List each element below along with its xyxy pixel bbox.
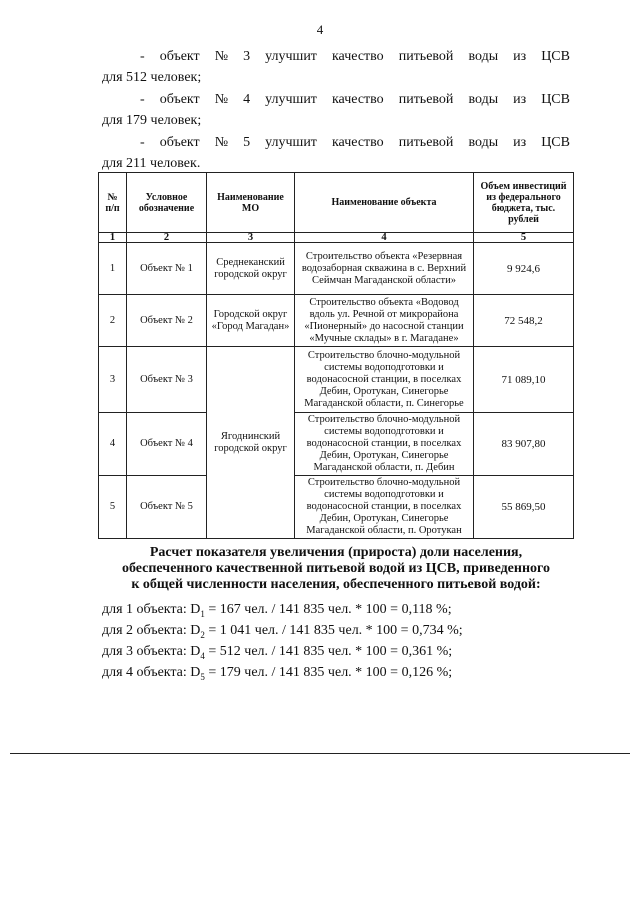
calc-prefix: для 3 объекта: D bbox=[102, 644, 201, 659]
word: 4 bbox=[243, 92, 251, 107]
row-object-name: Строительство блочно-модульной системы водоподготовки и водонасосной станции, в поселках Дебин, Оротукан, Синегорье Магаданской области, п. Оротукан bbox=[295, 476, 474, 539]
bullet-continuation: для 211 человек. bbox=[102, 156, 201, 171]
column-number: 5 bbox=[474, 233, 574, 243]
row-amount: 71 089,10 bbox=[474, 347, 574, 413]
word: 5 bbox=[243, 135, 251, 150]
row-num: 4 bbox=[99, 413, 127, 476]
heading-line: обеспеченного качественной питьевой водой из ЦСВ, приведенного bbox=[121, 561, 551, 576]
column-number: 1 bbox=[99, 233, 127, 243]
word: воды bbox=[468, 92, 499, 107]
calc-subscript: 2 bbox=[200, 629, 205, 640]
table-row bbox=[99, 347, 574, 413]
word: улучшит bbox=[265, 135, 317, 150]
calc-formula: = 1 041 чел. / 141 835 чел. * 100 = 0,734 %; bbox=[204, 623, 463, 638]
table-row bbox=[99, 295, 574, 347]
word: улучшит bbox=[265, 92, 317, 107]
word: качество bbox=[331, 92, 384, 107]
calc-formula: = 512 чел. / 141 835 чел. * 100 = 0,361 %; bbox=[204, 644, 453, 659]
word: из bbox=[513, 49, 527, 64]
word: № bbox=[214, 135, 229, 150]
header-conditional-name: Условное обозначение bbox=[127, 173, 207, 233]
calc-subscript: 4 bbox=[200, 650, 205, 661]
word: воды bbox=[468, 135, 499, 150]
column-number-row bbox=[99, 233, 574, 243]
word: - bbox=[140, 49, 145, 64]
bullet-continuation: для 512 человек; bbox=[102, 70, 202, 85]
calc-line-4 bbox=[102, 664, 452, 686]
header-object-name: Наименование объекта bbox=[295, 173, 474, 233]
row-code: Объект № 3 bbox=[127, 347, 207, 413]
row-num: 3 bbox=[99, 347, 127, 413]
page-number: 4 bbox=[316, 22, 324, 37]
bottom-divider bbox=[10, 753, 630, 754]
column-number: 4 bbox=[295, 233, 474, 243]
calc-prefix: для 1 объекта: D bbox=[102, 602, 201, 617]
table-row bbox=[99, 476, 574, 539]
calc-subscript: 1 bbox=[200, 608, 205, 619]
column-number: 2 bbox=[127, 233, 207, 243]
word: питьевой bbox=[398, 135, 454, 150]
word: качество bbox=[331, 49, 384, 64]
header-mo-name: Наименование МО bbox=[207, 173, 295, 233]
row-num: 1 bbox=[99, 243, 127, 295]
row-object-name: Строительство объекта «Резервная водозаборная скважина в с. Верхний Сеймчан Магаданской области» bbox=[295, 243, 474, 295]
column-number: 3 bbox=[207, 233, 295, 243]
table-row bbox=[99, 243, 574, 295]
row-object-name: Строительство блочно-модульной системы водоподготовки и водонасосной станции, в поселках Дебин, Оротукан, Синегорье Магаданской области, п. Синегорье bbox=[295, 347, 474, 413]
header-num: № п/п bbox=[99, 173, 127, 233]
word: улучшит bbox=[265, 49, 317, 64]
calc-line-2 bbox=[102, 622, 463, 644]
word: № bbox=[214, 49, 229, 64]
table-header-row bbox=[99, 173, 574, 233]
calc-line-3 bbox=[102, 643, 452, 665]
row-code: Объект № 5 bbox=[127, 476, 207, 539]
word: качество bbox=[331, 135, 384, 150]
word: питьевой bbox=[398, 92, 454, 107]
bullet-first-line bbox=[102, 89, 570, 110]
calc-prefix: для 2 объекта: D bbox=[102, 623, 201, 638]
bullet-first-line bbox=[102, 46, 570, 67]
word: воды bbox=[468, 49, 499, 64]
calc-subscript: 5 bbox=[200, 671, 205, 682]
row-code: Объект № 4 bbox=[127, 413, 207, 476]
word: ЦСВ bbox=[541, 92, 570, 107]
row-amount: 55 869,50 bbox=[474, 476, 574, 539]
row-num: 5 bbox=[99, 476, 127, 539]
row-object-name: Строительство блочно-модульной системы водоподготовки и водонасосной станции, в поселках Дебин, Оротукан, Синегорье Магаданской области, п. Дебин bbox=[295, 413, 474, 476]
row-amount: 9 924,6 bbox=[474, 243, 574, 295]
word: - bbox=[140, 135, 145, 150]
row-object-name: Строительство объекта «Водовод вдоль ул. Речной от микрорайона «Пионерный» до насосной станции «Мучные склады» в г. Магадане» bbox=[295, 295, 474, 347]
word: объект bbox=[159, 135, 200, 150]
calc-line-1 bbox=[102, 601, 452, 623]
row-amount: 83 907,80 bbox=[474, 413, 574, 476]
bullet-object-5 bbox=[102, 132, 570, 174]
row-code: Объект № 2 bbox=[127, 295, 207, 347]
calculation-heading bbox=[100, 545, 572, 593]
bullet-object-3 bbox=[102, 46, 570, 88]
row-amount: 72 548,2 bbox=[474, 295, 574, 347]
calc-prefix: для 4 объекта: D bbox=[102, 665, 201, 680]
investment-table bbox=[98, 172, 574, 539]
word: - bbox=[140, 92, 145, 107]
word: № bbox=[214, 92, 229, 107]
word: объект bbox=[159, 92, 200, 107]
word: из bbox=[513, 135, 527, 150]
bullet-continuation: для 179 человек; bbox=[102, 113, 202, 128]
table-row bbox=[99, 413, 574, 476]
row-mo: Городской округ «Город Магадан» bbox=[207, 295, 295, 347]
calc-formula: = 179 чел. / 141 835 чел. * 100 = 0,126 %; bbox=[204, 665, 453, 680]
word: 3 bbox=[243, 49, 251, 64]
heading-line: к общей численности населения, обеспеченного питьевой водой: bbox=[131, 577, 541, 592]
row-code: Объект № 1 bbox=[127, 243, 207, 295]
word: из bbox=[513, 92, 527, 107]
bullet-first-line bbox=[102, 132, 570, 153]
word: питьевой bbox=[398, 49, 454, 64]
word: ЦСВ bbox=[541, 49, 570, 64]
word: объект bbox=[159, 49, 200, 64]
word: ЦСВ bbox=[541, 135, 570, 150]
bullet-object-4 bbox=[102, 89, 570, 131]
header-investment-volume: Объем инвестиций из федерального бюджета, тыс. рублей bbox=[474, 173, 574, 233]
calc-formula: = 167 чел. / 141 835 чел. * 100 = 0,118 %; bbox=[204, 602, 452, 617]
row-mo: Ягоднинский городской округ bbox=[207, 347, 295, 539]
heading-line: Расчет показателя увеличения (прироста) доли населения, bbox=[149, 545, 523, 560]
row-num: 2 bbox=[99, 295, 127, 347]
row-mo: Среднеканский городской округ bbox=[207, 243, 295, 295]
